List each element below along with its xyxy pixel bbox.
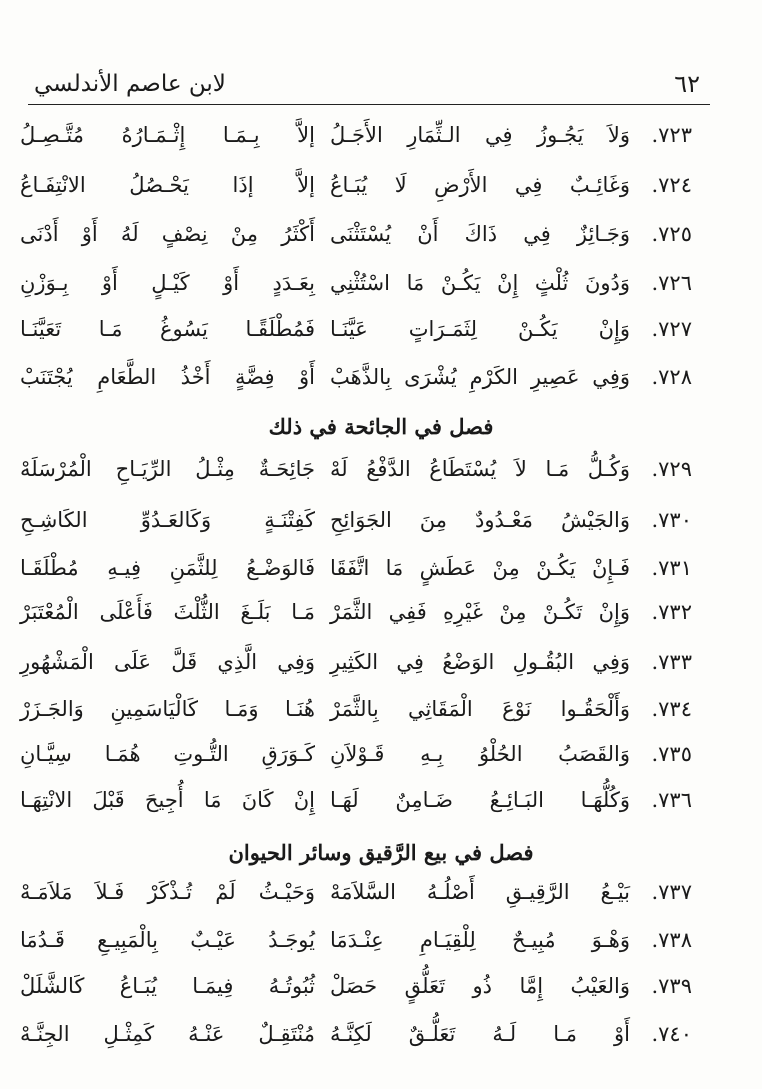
second-hemistich: مُنْتَقِـلٌ عَنْـهُ كَمِثْـلِ الجِنَّـهْ (20, 1022, 315, 1046)
first-hemistich: أَوْ مَـا لَـهُ تَعَلُّـقٌ لَكِنَّـهُ (330, 1022, 630, 1046)
verse-line (20, 920, 692, 960)
verse-line (20, 214, 692, 254)
first-hemistich: وَجَـائِزٌ فِي ذَاكَ أَنْ يُسْتَثْنَى (330, 222, 630, 246)
second-hemistich: بِعَـدَدٍ أَوْ كَيْـلٍ أَوْ بِـوَزْنِ (20, 271, 315, 295)
verse-line (20, 592, 692, 632)
verse-line (20, 500, 692, 540)
verse-number: ٧٢٣. (651, 123, 692, 147)
first-hemistich: وَإِنْ تَكُـنْ مِنْ غَيْرِهِ فَفِي الثَّمَرْ (330, 600, 630, 624)
second-hemistich: أَوْ فِضَّةٍ أَخْذُ الطَّعَامِ يُجْتَنَبْ (20, 365, 315, 389)
second-hemistich: يُوجَـدُ عَيْـبٌ بِالْمَبِيـعِ قَـدُمَا (20, 928, 315, 952)
verse-number: ٧٢٧. (651, 317, 692, 341)
first-hemistich: وَالقَصَبُ الحُلْوُ بِـهِ قَـوْلاَنِ (330, 742, 630, 766)
verse-line (20, 780, 692, 820)
first-hemistich: وَلاَ يَجُـوزُ فِي الـثِّمَارِ الأَجَـلُ (330, 123, 630, 147)
verse-number: ٧٣٩. (651, 974, 692, 998)
verse-line (20, 734, 692, 774)
verse-line (20, 548, 692, 588)
page-number: ٦٢ (674, 70, 700, 98)
first-hemistich: بَيْـعُ الرَّقِيـقِ أَصْلُـهُ السَّلاَمَهْ (330, 880, 630, 904)
verse-line (20, 642, 692, 682)
verse-number: ٧٣٦. (651, 788, 692, 812)
verse-line (20, 165, 692, 205)
verse-line (20, 1014, 692, 1054)
second-hemistich: فَمُطْلَقًـا يَسُوغُ مَـا تَعَيَّنَـا (20, 317, 315, 341)
first-hemistich: فَـإِنْ يَكُـنْ مِنْ عَطَشٍ مَا اتَّفَقَا (330, 556, 630, 580)
verse-line (20, 966, 692, 1006)
first-hemistich: وَدُونَ ثُلْثٍ إِنْ يَكُـنْ مَا اسْتُثْنِي (330, 271, 630, 295)
second-hemistich: وَحَيْـثُ لَمْ تُـذْكَرْ فَـلاَ مَلاَمَـهْ (20, 880, 315, 904)
verse-line (20, 115, 692, 155)
second-hemistich: كَفِتْنَـةٍ وَكَالعَـدُوِّ الكَاشِـحِ (20, 508, 315, 532)
verse-number: ٧٢٩. (651, 457, 692, 481)
verse-line (20, 449, 692, 489)
verse-number: ٧٣٠. (651, 508, 692, 532)
verse-line (20, 357, 692, 397)
verse-line (20, 689, 692, 729)
verse-number: ٧٣٧. (651, 880, 692, 904)
verse-line (20, 263, 692, 303)
second-hemistich: أَكْثَرُ مِنْ نِصْفٍ لَهُ أَوْ أَدْنَى (20, 222, 315, 246)
verse-number: ٧٣١. (651, 556, 692, 580)
section-heading: فصل في بيع الرَّقيق وسائر الحيوان (228, 840, 534, 865)
verse-number: ٧٢٦. (651, 271, 692, 295)
second-hemistich: وَفِي الَّذِي قَلَّ عَلَى الْمَشْهُورِ (20, 650, 315, 674)
verse-number: ٧٣٨. (651, 928, 692, 952)
running-title: لابن عاصم الأندلسي (34, 71, 226, 97)
first-hemistich: وَغَائِـبٌ فِي الأَرْضِ لَا يُبَـاعُ (330, 173, 630, 197)
verse-number: ٧٣٣. (651, 650, 692, 674)
second-hemistich: كَـوَرَقِ التُّـوتِ هُمَـا سِيَّـانِ (20, 742, 315, 766)
first-hemistich: وَفِي عَصِيرِ الكَرْمِ يُشْرَى بِالذَّهَبْ (330, 365, 630, 389)
first-hemistich: وَالجَيْشُ مَعْـدُودٌ مِنَ الجَوَائِحِ (330, 508, 630, 532)
first-hemistich: وَكُـلُّ مَـا لاَ يُسْتَطَاعُ الدَّفْعُ لَهْ (330, 457, 630, 481)
second-hemistich: فَالوَضْـعُ لِلثَّمَنِ فِيـهِ مُطْلَقَـا (20, 556, 315, 580)
first-hemistich: وَإِنْ يَكُـنْ لِثَمَـرَاتٍ عَيَّنَـا (330, 317, 630, 341)
verse-line (20, 309, 692, 349)
second-hemistich: إلاَّ إذَا يَحْـصُلُ الانْتِفَـاعُ (20, 173, 315, 197)
first-hemistich: وَفِي البُقُـولِ الوَضْعُ فِي الكَثِيرِ (330, 650, 630, 674)
verse-number: ٧٣٥. (651, 742, 692, 766)
verse-number: ٧٢٥. (651, 222, 692, 246)
section-heading: فصل في الجائحة في ذلك (268, 414, 494, 439)
second-hemistich: إلاَّ بِـمَـا إِثْـمَـارُهُ مُتَّـصِـلُ (20, 123, 315, 147)
first-hemistich: وَهْـوَ مُبِيـحٌ لِلْقِيَـامِ عِنْـدَمَا (330, 928, 630, 952)
first-hemistich: وَأَلْحَقُـوا نَوْعَ الْمَقَاثِي بِالثَّمَرْ (330, 697, 630, 721)
page-header (28, 64, 710, 105)
verse-number: ٧٣٤. (651, 697, 692, 721)
verse-number: ٧٣٢. (651, 600, 692, 624)
second-hemistich: إِنْ كَانَ مَا أُجِيحَ قَبْلَ الانْتِهَـا (20, 788, 315, 812)
second-hemistich: ثُبُوتُـهُ فِيمَـا يُبَـاعُ كَالشَّلَلْ (20, 974, 315, 998)
second-hemistich: مَـا بَلَـغَ الثُّلْثَ فَأَعْلَى الْمُعْتَبَرْ (20, 600, 315, 624)
verse-line (20, 872, 692, 912)
second-hemistich: جَائِحَـةٌ مِثْـلُ الرِّيَـاحِ الْمُرْسَلَهْ (20, 457, 315, 481)
second-hemistich: هُنَـا وَمَـا كَالْيَاسَمِينِ وَالجَـزَرْ (20, 697, 315, 721)
first-hemistich: وَالعَيْبُ إِمَّا ذُو تَعَلُّقٍ حَصَلْ (330, 974, 630, 998)
first-hemistich: وَكُلُّهَـا البَـائِـعُ ضَـامِنٌ لَهَـا (330, 788, 630, 812)
verse-number: ٧٢٨. (651, 365, 692, 389)
verse-number: ٧٢٤. (651, 173, 692, 197)
verse-number: ٧٤٠. (651, 1022, 692, 1046)
